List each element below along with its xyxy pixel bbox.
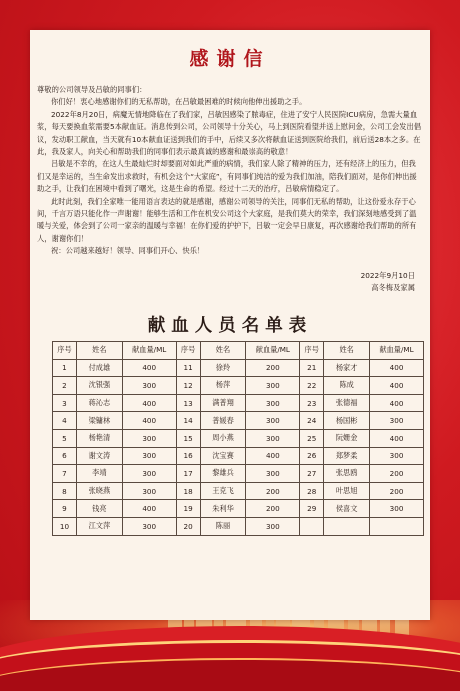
donor-table — [52, 341, 424, 536]
table-row — [53, 412, 424, 430]
table-cell: 10 — [53, 517, 77, 535]
letter-paragraph: 吕敏是不幸的，在这人生最灿烂时却要面对如此严重的病情，我们家人除了精神的压力，还有经济上的压力，但我们又是幸运的，当生命发出求救时，有机会这个“大家庭”，有同事们纯洁的爱为我们加油，陪我们面对，是你们伸出援助之手，让我们在困境中看到了曙光，这是生命的希望。经过十二天的治疗，吕敏病情稳定了。 — [37, 159, 417, 194]
table-cell: 19 — [176, 500, 200, 518]
table-cell: 300 — [122, 517, 176, 535]
column-header: 姓名 — [76, 342, 122, 360]
table-cell: 3 — [53, 394, 77, 412]
table-row — [53, 500, 424, 518]
table-cell: 300 — [246, 412, 300, 430]
table-cell: 江文萍 — [76, 517, 122, 535]
table-cell: 8 — [53, 482, 77, 500]
table-cell: 9 — [53, 500, 77, 518]
letter-body — [37, 84, 423, 295]
column-header: 序号 — [300, 342, 324, 360]
table-cell — [370, 517, 424, 535]
table-cell: 张德福 — [324, 394, 370, 412]
table-cell: 17 — [176, 465, 200, 483]
table-cell: 付成雄 — [76, 359, 122, 377]
table-cell: 25 — [300, 429, 324, 447]
table-cell: 300 — [246, 517, 300, 535]
table-cell: 黎雄兵 — [200, 465, 246, 483]
table-cell: 24 — [300, 412, 324, 430]
table-cell: 钱亮 — [76, 500, 122, 518]
table-row — [53, 482, 424, 500]
table-row — [53, 465, 424, 483]
table-cell: 400 — [370, 377, 424, 395]
table-cell: 200 — [370, 465, 424, 483]
table-cell: 21 — [300, 359, 324, 377]
table-cell: 周小燕 — [200, 429, 246, 447]
table-cell: 7 — [53, 465, 77, 483]
table-cell: 郑梦柔 — [324, 447, 370, 465]
table-cell: 1 — [53, 359, 77, 377]
column-header: 序号 — [53, 342, 77, 360]
table-cell: 5 — [53, 429, 77, 447]
letter-date: 2022年9月10日 — [360, 270, 415, 280]
table-cell: 300 — [122, 447, 176, 465]
table-cell: 阮姗金 — [324, 429, 370, 447]
table-cell: 陈成 — [324, 377, 370, 395]
letter-paragraph: 此时此刻，我们全家唯一能用语言表达的就是感谢，感谢公司领导的关注，同事们无私的帮助，让这份爱永存于心间，千言万语只能化作一声谢谢！能够生活和工作在机安公司这个大家庭，是我们莫大的荣幸，我们深刻地感受到了温暖与关爱，体会到了公司一家亲的温暖与幸福！在你们爱的护护下，吕敏一定会早日康复，再次感谢给我们帮助的所有人，谢谢你们！ — [37, 196, 417, 243]
table-cell: 300 — [122, 482, 176, 500]
table-row — [53, 359, 424, 377]
table-cell: 23 — [300, 394, 324, 412]
table-cell: 18 — [176, 482, 200, 500]
table-row — [53, 447, 424, 465]
table-cell: 张晓燕 — [76, 482, 122, 500]
table-header-row — [53, 342, 424, 360]
column-header: 姓名 — [200, 342, 246, 360]
table-cell: 26 — [300, 447, 324, 465]
table-cell: 200 — [370, 482, 424, 500]
table-cell: 400 — [122, 500, 176, 518]
table-cell: 徐羚 — [200, 359, 246, 377]
table-cell: 28 — [300, 482, 324, 500]
table-cell: 400 — [370, 394, 424, 412]
donor-list-title: 献血人员名单表 — [147, 316, 313, 336]
table-cell: 13 — [176, 394, 200, 412]
table-cell: 杨国彬 — [324, 412, 370, 430]
letter-paragraph: 祝：公司越来越好！领导、同事们开心、快乐！ — [51, 246, 205, 256]
table-cell: 朱利华 — [200, 500, 246, 518]
table-cell: 200 — [246, 359, 300, 377]
table-cell: 300 — [122, 377, 176, 395]
table-cell: 沈银强 — [76, 377, 122, 395]
table-cell: 22 — [300, 377, 324, 395]
table-cell: 张思鸥 — [324, 465, 370, 483]
table-cell: 蒋沁志 — [76, 394, 122, 412]
table-cell: 杨家才 — [324, 359, 370, 377]
table-cell: 4 — [53, 412, 77, 430]
letter-title: 感谢信 — [189, 48, 271, 70]
table-cell: 200 — [246, 482, 300, 500]
table-cell: 400 — [246, 447, 300, 465]
column-header: 姓名 — [324, 342, 370, 360]
table-cell: 叶思旭 — [324, 482, 370, 500]
table-cell: 400 — [370, 429, 424, 447]
table-cell: 陈丽 — [200, 517, 246, 535]
table-cell: 300 — [370, 500, 424, 518]
table-cell: 沈宝赛 — [200, 447, 246, 465]
table-cell: 300 — [246, 377, 300, 395]
table-cell: 15 — [176, 429, 200, 447]
table-cell: 400 — [122, 412, 176, 430]
column-header: 献血量/ML — [122, 342, 176, 360]
table-cell: 梁镛林 — [76, 412, 122, 430]
table-cell: 400 — [122, 359, 176, 377]
table-cell: 400 — [122, 394, 176, 412]
letter-paragraph: 2022年8月20日，病魔无情地降临在了我们家，吕敏因感染了脓毒症，住进了安宁人民医院ICU病房，急需大量血浆，每天要换血浆需要5本献血证。消息传到公司，公司领导十分关心，马上到医院看望并送上慰问金，公司工会发出倡议，发动职工献血，当天就有10本献血证送到我们的手中，后续又多次将献血证送到医院给我们，前后送28本之多。在此，我及家人，向关心和帮助我们的同事们表示最真诚的感谢和最崇高的敬意！ — [37, 109, 422, 157]
table-cell: 29 — [300, 500, 324, 518]
table-cell: 2 — [53, 377, 77, 395]
table-cell: 200 — [246, 500, 300, 518]
table-cell: 300 — [370, 447, 424, 465]
letter-paper — [30, 30, 430, 620]
table-cell: 300 — [246, 394, 300, 412]
table-row — [53, 377, 424, 395]
letter-signature: 高冬梅及家属 — [371, 283, 415, 293]
table-cell: 王克飞 — [200, 482, 246, 500]
column-header: 序号 — [176, 342, 200, 360]
letter-paragraph: 你们好！衷心地感谢你们的无私帮助，在吕敏最困难的时候向他伸出援助之手。 — [51, 97, 307, 107]
table-cell: 300 — [370, 412, 424, 430]
table-cell: 谢文涛 — [76, 447, 122, 465]
letter-greeting: 尊敬的公司领导及吕敏的同事们： — [37, 85, 147, 94]
table-cell: 满普翔 — [200, 394, 246, 412]
table-cell — [300, 517, 324, 535]
table-row — [53, 517, 424, 535]
table-cell: 6 — [53, 447, 77, 465]
table-cell: 300 — [122, 429, 176, 447]
table-cell: 20 — [176, 517, 200, 535]
table-cell: 16 — [176, 447, 200, 465]
table-cell: 400 — [370, 359, 424, 377]
table-cell: 300 — [246, 429, 300, 447]
table-row — [53, 394, 424, 412]
table-cell: 27 — [300, 465, 324, 483]
table-cell: 侯喜文 — [324, 500, 370, 518]
table-cell: 普媛春 — [200, 412, 246, 430]
table-cell: 李靖 — [76, 465, 122, 483]
table-cell — [324, 517, 370, 535]
table-cell: 杨艳清 — [76, 429, 122, 447]
table-cell: 300 — [246, 465, 300, 483]
table-cell: 12 — [176, 377, 200, 395]
table-cell: 14 — [176, 412, 200, 430]
column-header: 献血量/ML — [370, 342, 424, 360]
table-cell: 杨萍 — [200, 377, 246, 395]
table-row — [53, 429, 424, 447]
table-cell: 11 — [176, 359, 200, 377]
table-cell: 300 — [122, 465, 176, 483]
column-header: 献血量/ML — [246, 342, 300, 360]
